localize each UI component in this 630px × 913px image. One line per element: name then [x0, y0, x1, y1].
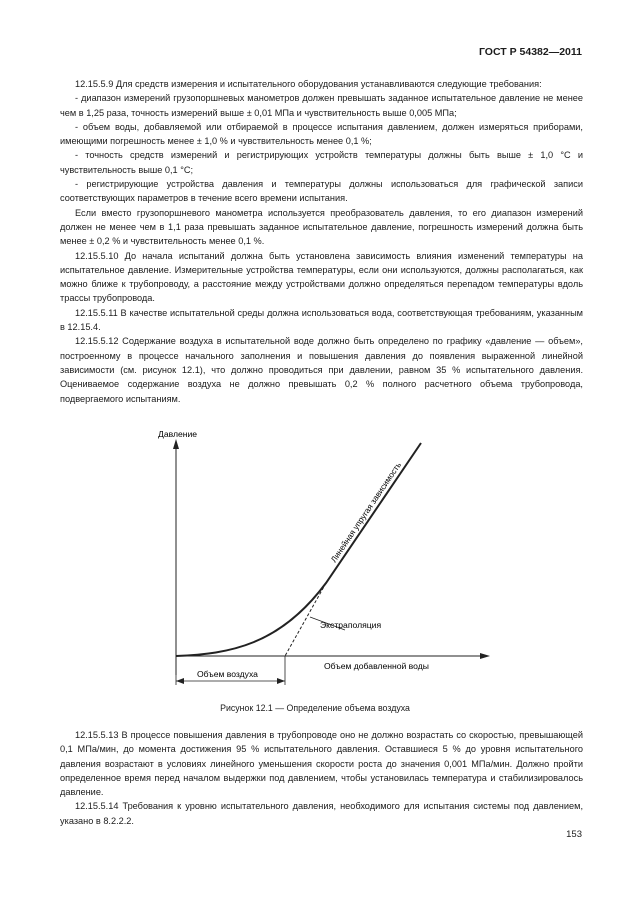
requirement-recording: - регистрирующие устройства давления и температуры должны использоваться для графической записи соответствующих параметров в течение всего времени испытания. — [60, 179, 583, 204]
document-id: ГОСТ Р 54382—2011 — [478, 46, 582, 58]
page-number: 153 — [566, 829, 582, 840]
requirement-temperature: - точность средств измерений и регистрирующих устройств температуры должны быть выше ± 1,0 °С и чувствительность выше 0,1 °С; — [60, 150, 583, 175]
x-axis-arrow — [480, 653, 490, 659]
air-volume-arrow-left — [176, 678, 184, 684]
figure-air-volume — [140, 425, 500, 715]
x-axis-label: Объем добавленной воды — [324, 661, 429, 671]
extrapolation-label: Экстраполяция — [320, 620, 382, 630]
requirement-water-volume: - объем воды, добавляемой или отбираемой в процессе испытания давлением, должен измеряться приборами, имеющими погрешность менее ± 1,0 % и чувствительность менее 0,1 %; — [60, 121, 583, 147]
paragraph-12-15-5-11: 12.15.5.11 В качестве испытательной среды должна использоваться вода, соответствующая требованиям, указанным в 12.15.4. — [60, 307, 583, 333]
requirement-manometer: - диапазон измерений грузопоршневых манометров должен превышать заданное испытательное давление не менее чем в 1,25 раза, точность измерений выше ± 0,01 МПа и чувствительность выше 0,005 МПа; — [60, 93, 583, 118]
air-volume-label: Объем воздуха — [197, 669, 258, 679]
figure-diagram — [140, 425, 500, 715]
paragraph-12-15-5-12: 12.15.5.12 Содержание воздуха в испытательной воде должно быть определено по графику «давление — объем», построенному в процессе начального заполнения и повышения давления до появления выраженной линейной зависимости (см. рисунок 12.1), что должно проводиться при давлении, равном 35 % испытательного давления. Оцениваемое содержание воздуха не должно превышать 0,2 % полного расчетного объема трубопровода, подвергаемого испытаниям. — [60, 336, 583, 404]
main-text — [60, 77, 583, 406]
paragraph-12-15-5-10: 12.15.5.10 До начала испытаний должна быть установлена зависимость влияния изменений температуры на испытательное давление. Измерительные устройства температуры, если они используются, должны располагаться, как можно ближе к трубопроводу, а расстояние между устройствами должно определяться перепадом температуры вдоль трассы трубопровода. — [60, 250, 583, 304]
air-volume-arrow-right — [277, 678, 285, 684]
y-axis-arrow — [173, 439, 179, 449]
linear-elastic-label: Линейная упругая зависимость — [329, 460, 404, 565]
pressure-volume-curve — [176, 443, 421, 656]
paragraph-12-15-5-13: 12.15.5.13 В процессе повышения давления в трубопроводе оно не должно возрастать со скоростью, превышающей 0,1 МПа/мин, до момента достижения 95 % испытательного давления. Оставшиеся 5 % до уровня испытательного давления возрастают в условиях линейного уменьшения скорости роста до значения 0,001 МПа/мин. Должно пройти определенное время перед началом выдержки под давлением, чтобы установилась температура и стабилизировалось давление. — [60, 730, 583, 798]
paragraph-12-15-5-9: 12.15.5.9 Для средств измерения и испытательного оборудования устанавливаются следующие требования: — [75, 79, 542, 89]
paragraph-12-15-5-14: 12.15.5.14 Требования к уровню испытательного давления, необходимого для испытания системы под давлением, указано в 8.2.2.2. — [60, 801, 583, 826]
paragraph-pressure-transducer: Если вместо грузопоршневого манометра используется преобразователь давления, то его диапазон измерений должен не менее чем в 1,1 раза превышать заданное испытательное давление, погрешность измерений должна быть менее ± 0,2 % и чувствительность менее 0,1 %. — [60, 207, 583, 247]
main-text-continued — [60, 728, 583, 828]
y-axis-label: Давление — [158, 429, 198, 439]
figure-caption: Рисунок 12.1 — Определение объема воздуха — [220, 703, 410, 713]
